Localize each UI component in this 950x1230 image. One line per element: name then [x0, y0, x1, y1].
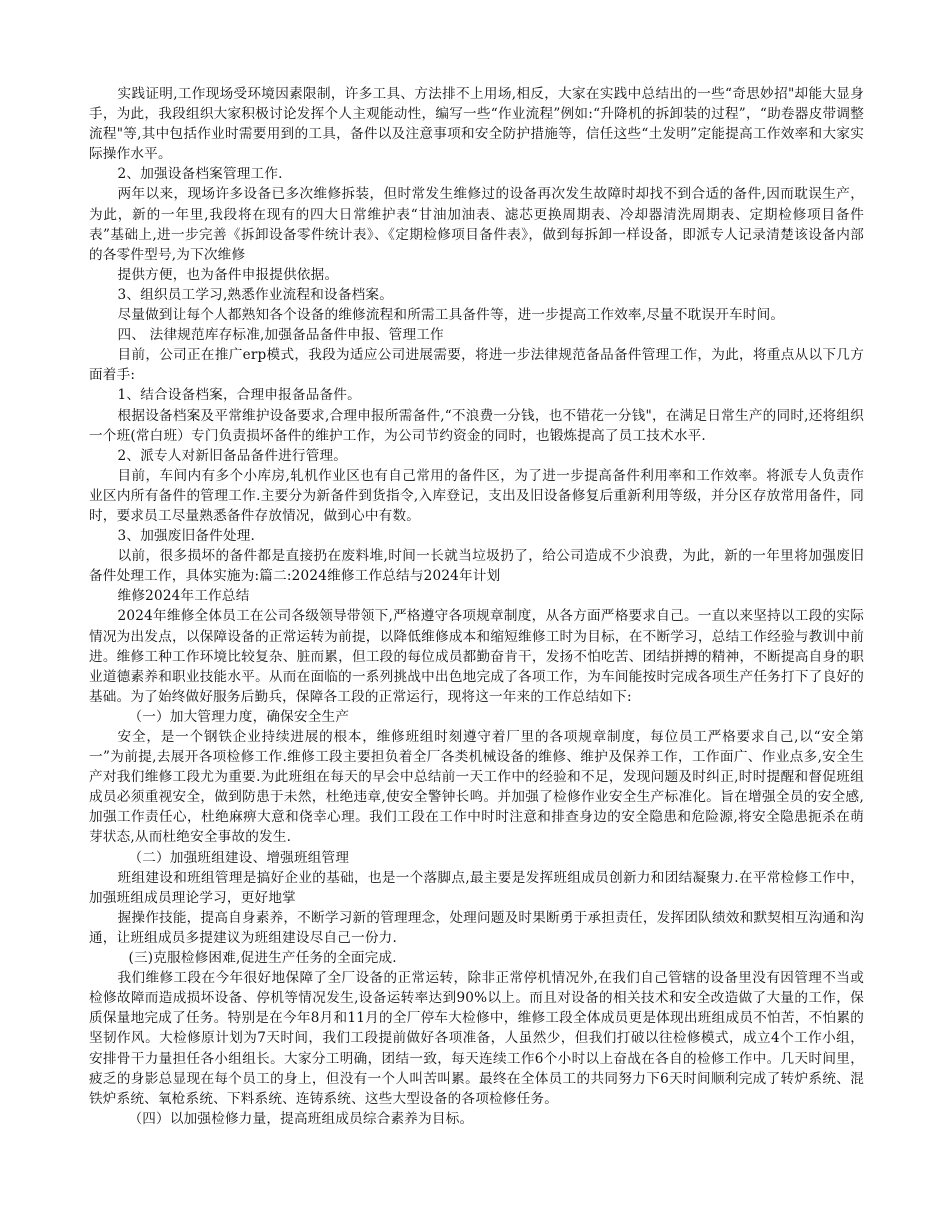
paragraph: (三)克服检修困难,促进生产任务的全面完成. — [128, 950, 397, 967]
paragraph: 维修2024年工作总结 — [117, 588, 250, 605]
paragraph: 3、加强废旧备件处理. — [117, 528, 256, 545]
paragraph: 以前，很多损坏的备件都是直接扔在废料堆,时间一长就当垃圾扔了，给公司造成不少浪费，为此，新的一年里将加强废旧备件处理工作，具体实施为:篇二:2024维修工作总结与2024年计划 — [89, 548, 864, 585]
paragraph: 尽量做到让每个人都熟知各个设备的维修流程和所需工具备件等，进一步提高工作效率,尽量不耽误开车时间。 — [117, 307, 785, 324]
paragraph: 2、加强设备档案管理工作. — [117, 166, 283, 183]
paragraph: 根据设备档案及平常维护设备要求,合理申报所需备件,“不浪费一分钱，也不错花一分钱"，在满足日常生产的同时,还将组织一个班(常白班）专门负责损坏备件的维护工作，为公司节约资金的同时，也锻炼提高了员工技术水平. — [89, 407, 864, 444]
paragraph: （四）以加强检修力量，提高班组成员综合素养为目标。 — [128, 1110, 474, 1127]
paragraph: 四、 法律规范库存标准,加强备品备件申报、管理工作 — [117, 327, 444, 344]
paragraph: 1、结合设备档案，合理申报备品备件。 — [117, 387, 361, 404]
paragraph: （一）加大管理力度，确保安全生产 — [128, 708, 350, 725]
paragraph: 安全，是一个钢铁企业持续进展的根本，维修班组时刻遵守着厂里的各项规章制度，每位员工严格要求自己,以“安全第一”为前提,去展开各项检修工作.维修工段主要担负着全厂各类机械设备的维修、维护及保养工作，工作面广、作业点多,安全生产对我们维修工段尤为重要.为此班组在每天的早会中总结前一天工作中的经验和不足，发现问题及时纠正,时时提醒和督促班组成员必须重视安全，做到防患于未然，杜绝违章,使安全警钟长鸣。并加强了检修作业安全生产标准化。旨在增强全员的安全感,加强工作责任心，杜绝麻痹大意和侥幸心理。我们工段在工作中时时注意和排查身边的安全隐患和危险源,将安全隐患扼杀在萌芽状态,从而杜绝安全事故的发生. — [89, 729, 864, 846]
paragraph: 两年以来，现场许多设备已多次维修拆装，但时常发生维修过的设备再次发生故障时却找不到合适的备件,因而耽误生产，为此，新的一年里,我段将在现有的四大日常维护表“甘油加油表、滤芯更换周期表、冷却器清洗周期表、定期检修项目备件表”基础上,进一步完善《拆卸设备零件统计表》、《定期检修项目备件表》，做到每拆卸一样设备，即派专人记录清楚该设备内部的各零件型号,为下次维修 — [89, 186, 864, 263]
paragraph: 3、组织员工学习,熟悉作业流程和设备档案。 — [117, 286, 393, 303]
paragraph: （二）加强班组建设、增强班组管理 — [128, 849, 350, 866]
document-body — [89, 84, 864, 1129]
paragraph: 目前，车间内有多个小库房,轧机作业区也有自己常用的备件区，为了进一步提高备件利用率和工作效率。将派专人负责作业区内所有备件的管理工作.主要分为新备件到货指令,入库登记，支出及旧设备修复后重新利用等级，并分区存放常用备件，同时，要求员工尽量熟悉备件存放情况，做到心中有数。 — [89, 467, 864, 524]
paragraph: 实践证明,工作现场受环境因素限制，许多工具、方法排不上用场,相反，大家在实践中总结出的一些“奇思妙招"却能大显身手，为此，我段组织大家积极讨论发挥个人主观能动性，编写一些“作业流程”例如:“升降机的拆卸装的过程”，“助卷器皮带调整流程"等,其中包括作业时需要用到的工具，备件以及注意事项和安全防护措施等，信任这些“土发明”定能提高工作效率和大家实际操作水平。 — [89, 86, 864, 163]
paragraph: 提供方便，也为备件申报提供依据。 — [117, 266, 339, 283]
paragraph: 握操作技能，提高自身素养，不断学习新的管理理念，处理问题及时果断勇于承担责任，发挥团队绩效和默契相互沟通和沟通，让班组成员多提建议为班组建设尽自己一份力. — [89, 909, 864, 946]
paragraph: 我们维修工段在今年很好地保障了全厂设备的正常运转，除非正常停机情况外,在我们自己管辖的设备里没有因管理不当或检修故障而造成损坏设备、停机等情况发生,设备运转率达到90%以上。而且对设备的相关技术和安全改造做了大量的工作，保质保量地完成了任务。特别是在今年8月和11月的全厂停车大检修中，维修工段全体成员更是体现出班组成员不怕苦，不怕累的坚韧作风。大检修原计划为7天时间，我们工段提前做好各项准备，人虽然少，但我们打破以往检修模式，成立4个工作小组，安排骨干力量担任各小组组长。大家分工明确，团结一致，每天连续工作6个小时以上奋战在各自的检修工作中。几天时间里，疲乏的身影总显现在每个员工的身上，但没有一个人叫苦叫累。最终在全体员工的共同努力下6天时间顺利完成了转炉系统、混铁炉系统、氧枪系统、下料系统、连铸系统、这些大型设备的各项检修任务。 — [89, 970, 864, 1107]
paragraph: 2024年维修全体员工在公司各级领导带领下,严格遵守各项规章制度，从各方面严格要求自己。一直以来坚持以工段的实际情况为出发点，以保障设备的正常运转为前提，以降低维修成本和缩短维修工时为目标，在不断学习，总结工作经验与教训中前进。维修工种工作环境比较复杂、脏而累，但工段的每位成员都勤奋肯干，发扬不怕吃苦、团结拼搏的精神，不断提高自身的职业道德素养和职业技能水平。从而在面临的一系列挑战中出色地完成了各项工作，为车间能按时完成各项生产任务打下了良好的基础。为了始终做好服务后勤兵，保障各工段的正常运行，现将这一年来的工作总结如下: — [89, 608, 864, 705]
paragraph: 班组建设和班组管理是搞好企业的基础，也是一个落脚点,最主要是发挥班组成员创新力和团结凝聚力.在平常检修工作中，加强班组成员理论学习，更好地掌 — [89, 869, 864, 906]
paragraph: 2、派专人对新旧备品备件进行管理。 — [117, 447, 348, 464]
paragraph: 目前，公司正在推广erp模式，我段为适应公司进展需要，将进一步法律规范备品备件管理工作，为此，将重点从以下几方面着手: — [89, 347, 864, 384]
